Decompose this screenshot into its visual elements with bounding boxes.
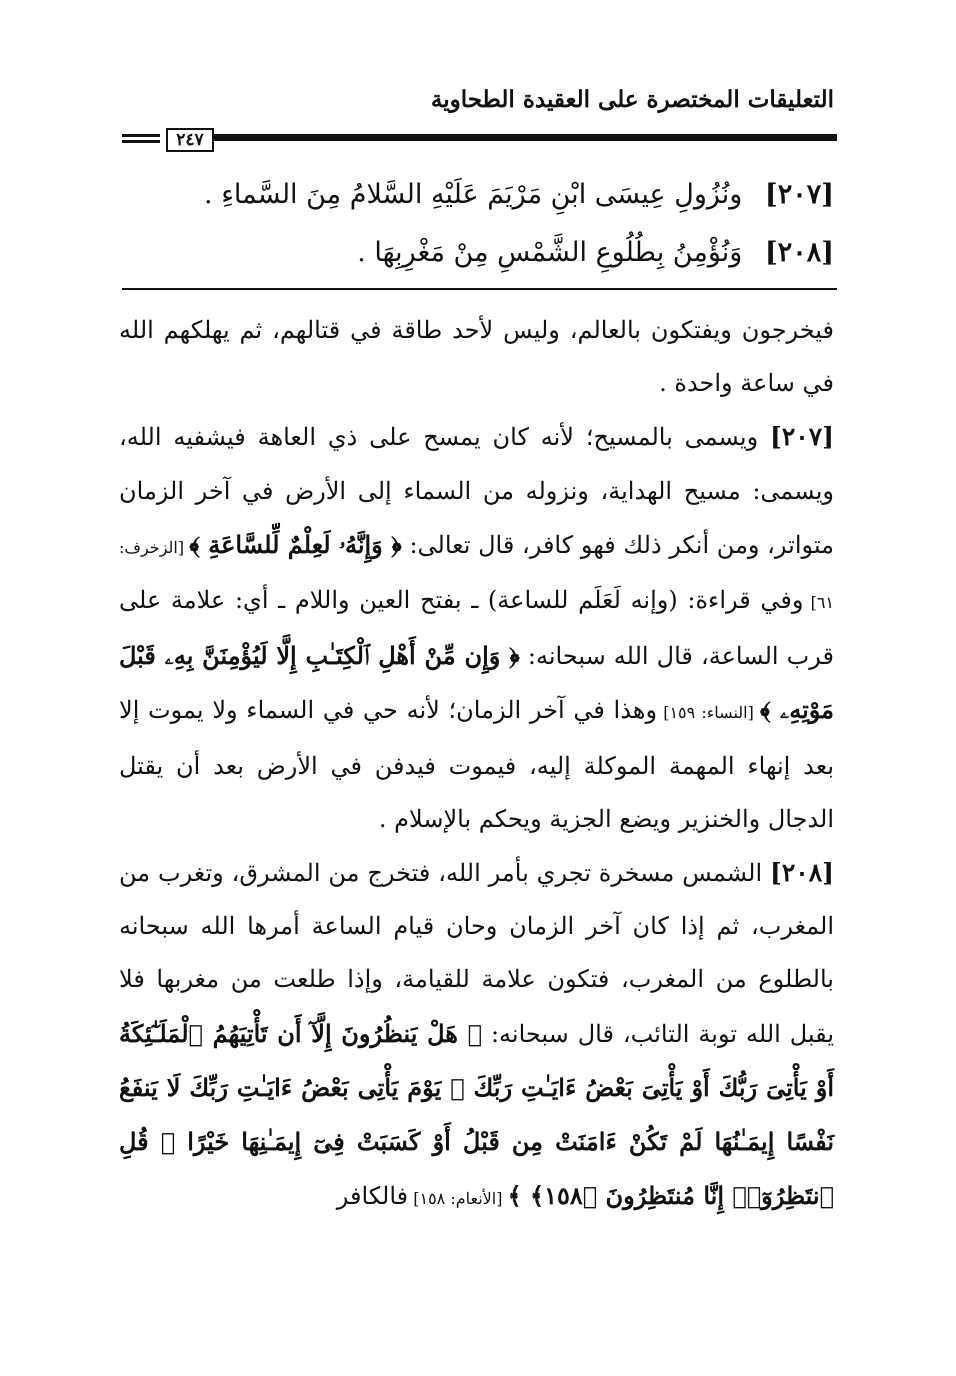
header-rule-bar [212, 134, 837, 141]
matn-text [119, 166, 834, 282]
commentary-text: ويسمى بالمسيح؛ لأنه كان يمسح على ذي العاهة فيشفيه الله، ويسمى: مسيح الهداية، ونزوله من السماء إلى الأرض في آخر الزمان متواتر، ومن أنكر ذلك فهو كافر، قال تعالى: [119, 423, 835, 559]
commentary-number: [٢٠٧] [770, 422, 834, 452]
commentary-text: الشمس مسخرة تجري بأمر الله، فتخرج من المشرق، وتغرب من المغرب، ثم إذا كان آخر الزمان وحان قيام الساعة أمرها الله سبحانه بالطلوع من المغرب، فتكون علامة للقيامة، وإذا طلعت من مغربها فلا يقبل الله توبة التائب، قال سبحانه: [119, 859, 834, 1048]
verse-reference: [النساء: ١٥٩] [657, 703, 761, 723]
matn-text-207: ونُزُولِ عِيسَى ابْنِ مَرْيَمَ عَلَيْهِ السَّلامُ مِنَ السَّماءِ . [204, 179, 743, 210]
verse-reference: [الأنعام: ١٥٨] [408, 1189, 508, 1209]
quran-verse: ﴿ وَإِنَّهُۥ لَعِلْمٌ لِّلسَّاعَةِ ﴾ [189, 529, 402, 559]
matn-text-208: وَنُؤْمِنُ بِطُلُوعِ الشَّمْسِ مِنْ مَغْرِبِهَا . [357, 237, 743, 268]
commentary-text: وفي قراءة: (وإنه لَعَلَم للساعة) ـ بفتح العين واللام ـ أي: علامة على قرب الساعة، قال الله سبحانه: [119, 586, 834, 671]
commentary-paragraph-208 [119, 846, 834, 1225]
header-rule [122, 128, 837, 150]
commentary-number: [٢٠٨] [770, 858, 834, 888]
commentary-text: فالكافر [336, 1182, 409, 1211]
commentary-paragraph-continuation: فيخرجون ويفتكون بالعالم، وليس لأحد طاقة في قتالهم، ثم يهلكهم الله في ساعة واحدة . [119, 316, 834, 398]
page-number: ٢٤٧ [166, 128, 214, 152]
matn-number: [٢٠٨] [764, 237, 834, 268]
matn-separator-rule [122, 288, 837, 290]
quran-verse: ﴿ وَإِن مِّنْ أَهْلِ ٱلْكِتَـٰبِ إِلَّا لَيُؤْمِنَنَّ بِهِۦ قَبْلَ مَوْتِهِۦ ﴾ [119, 641, 835, 725]
matn-line-208 [119, 224, 834, 282]
running-title: التعليقات المختصرة على العقيدة الطحاوية [430, 86, 834, 113]
quran-verse: ﴿ هَلْ يَنظُرُونَ إِلَّآ أَن تَأْتِيَهُمُ ٱلْمَلَـٰٓئِكَةُ أَوْ يَأْتِىَ رَبُّكَ أَوْ يَأْتِىَ بَعْضُ ءَايَـٰتِ رَبِّكَ ۗ يَوْمَ يَأْتِى بَعْضُ ءَايَـٰتِ رَبِّكَ لَا يَنفَعُ نَفْسًا إِيمَـٰنُهَا لَمْ تَكُنْ ءَامَنَتْ مِن قَبْلُ أَوْ كَسَبَتْ فِىٓ إِيمَـٰنِهَا خَيْرًا ۗ قُلِ ٱنتَظِرُوٓا۟ إِنَّا مُنتَظِرُونَ ﴿١٥٨﴾ ﴾ [119, 1018, 834, 1211]
header-rule-stub [122, 134, 160, 143]
commentary-paragraph-207 [119, 410, 834, 846]
matn-number: [٢٠٧] [764, 179, 834, 210]
verse-reference: [الزخرف: ٦١] [119, 537, 835, 613]
commentary-text: وهذا في آخر الزمان؛ لأنه حي في السماء ولا يموت إلا بعد إنهاء المهمة الموكلة إليه، فيموت فيدفن في الأرض بعد أن يقتل الدجال والخنزير ويضع الجزية ويحكم بالإسلام . [119, 696, 834, 833]
commentary [119, 304, 834, 1225]
matn-line-207 [119, 166, 834, 224]
